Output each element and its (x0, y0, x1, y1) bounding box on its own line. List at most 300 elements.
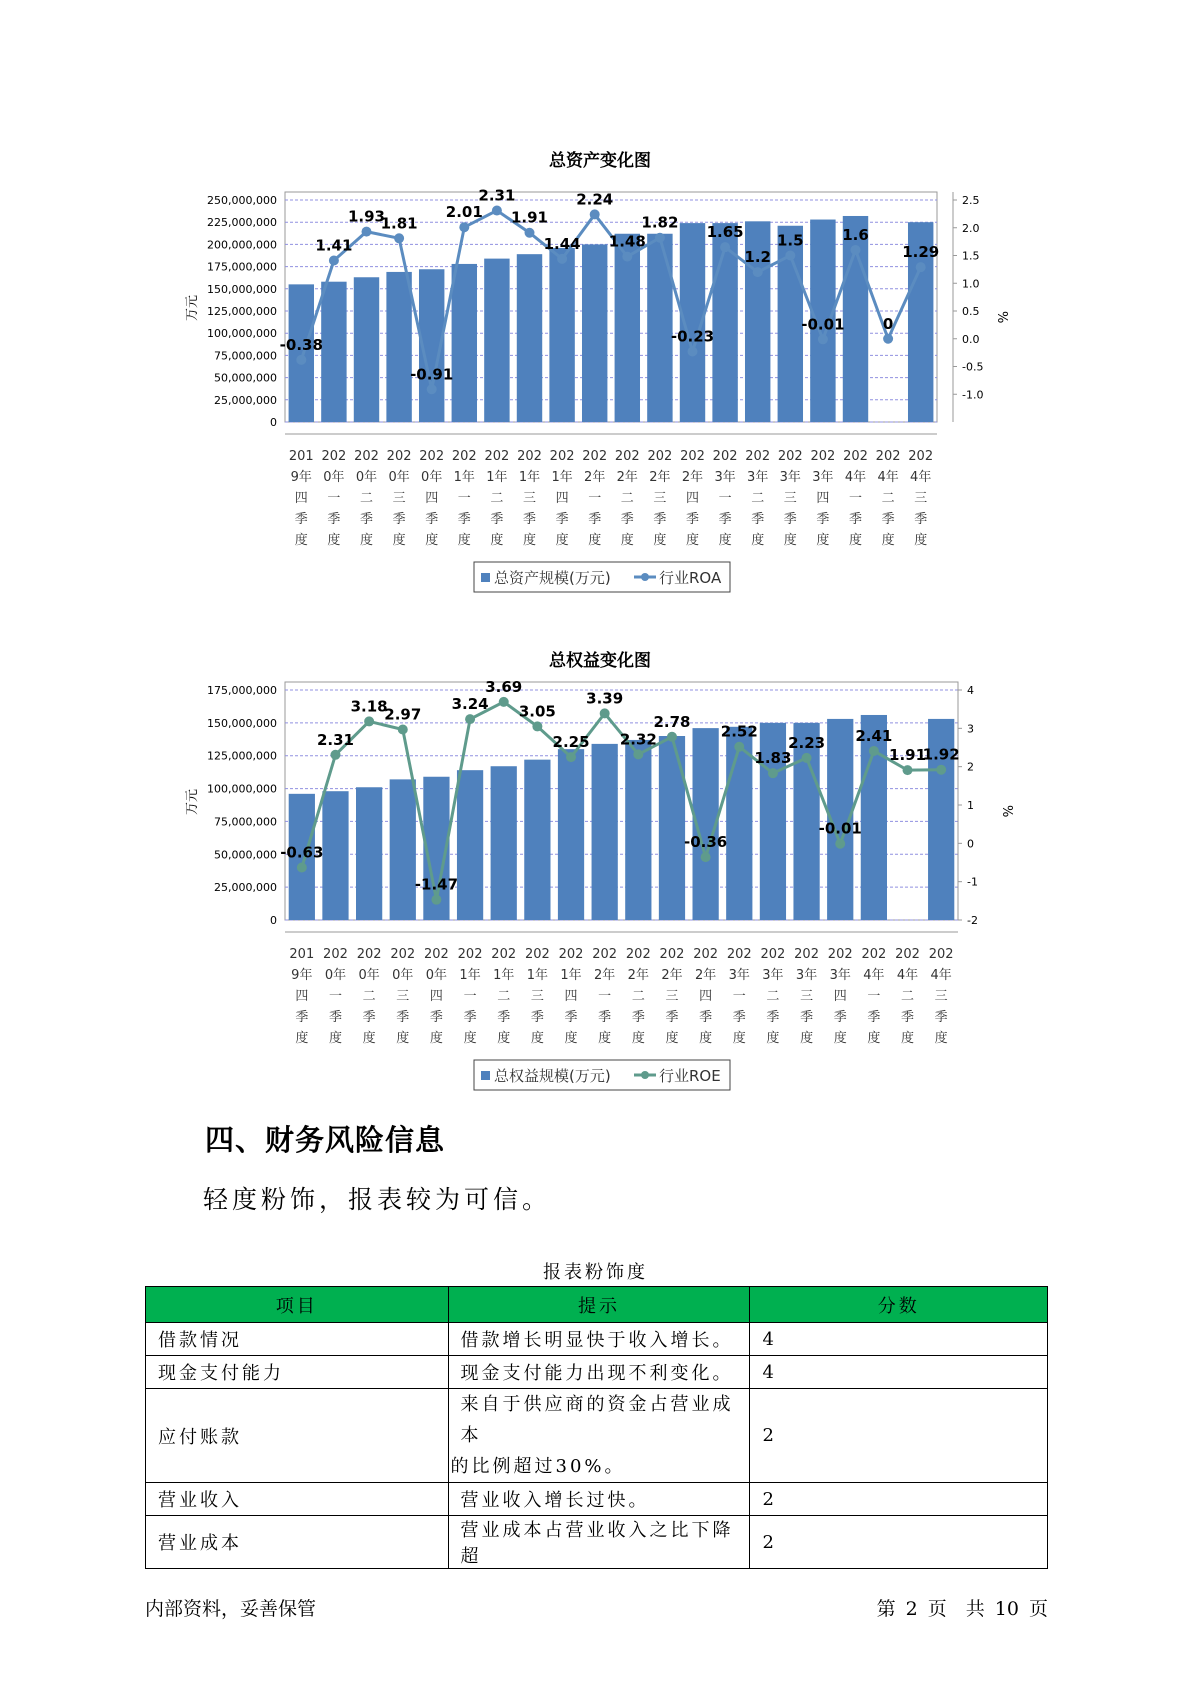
chart0-x-tick-label: 度 (848, 533, 863, 548)
chart1-line-point (398, 724, 408, 734)
chart1-x-tick-label: 季 (699, 1010, 713, 1025)
chart1-x-tick-label: 1年 (493, 968, 515, 983)
chart0-x-tick-label: 四 (816, 491, 830, 506)
chart0-bar (517, 254, 542, 422)
chart0-data-label: -0.23 (670, 327, 715, 346)
chart1-x-tick-label: 度 (362, 1031, 376, 1046)
row-score: 2 (750, 1483, 1048, 1516)
chart1-x-tick-label: 度 (732, 1031, 746, 1046)
chart1-x-tick-label: 季 (463, 1010, 477, 1025)
row-hint: 营业成本占营业收入之比下降超 (448, 1516, 750, 1569)
chart0-bar (321, 282, 346, 422)
chart0-line-point (427, 384, 437, 394)
row-hint: 借款增长明显快于收入增长。 (448, 1323, 750, 1356)
chart1-line-point (364, 716, 374, 726)
chart1-data-label: 2.31 (316, 730, 354, 749)
chart0-line-point (525, 228, 535, 238)
chart1-x-tick-label: 202 (491, 947, 517, 962)
chart0-y2-tick-label: 2.5 (962, 194, 980, 207)
chart1-line-point (936, 765, 946, 775)
chart1-x-tick-label: 季 (867, 1010, 881, 1025)
chart1-y-tick-label: 150,000,000 (207, 716, 277, 730)
chart1-legend-bar-swatch (481, 1071, 490, 1080)
chart1-bar (457, 770, 483, 920)
chart1-data-label: 2.41 (855, 726, 893, 745)
chart0-y-tick-label: 200,000,000 (207, 238, 277, 252)
chart0-x-tick-label: 202 (419, 449, 445, 464)
chart1-x-tick-label: 季 (564, 1010, 578, 1025)
chart1-x-tick-label: 2年 (627, 968, 649, 983)
chart1-data-label: 1.83 (754, 749, 792, 768)
chart0-data-label: 2.01 (445, 203, 483, 222)
chart1-x-tick-label: 四 (564, 989, 578, 1004)
chart0-y2-tick-label: 1.0 (962, 277, 980, 291)
chart1-data-label: 3.39 (586, 689, 624, 708)
chart1-y2-tick-label: 0 (967, 837, 974, 851)
chart0-x-tick-label: 3年 (812, 470, 834, 485)
chart0-x-tick-label: 三 (914, 491, 928, 506)
row-item: 应付账款 (146, 1389, 449, 1483)
chart0-x-tick-label: 一 (718, 491, 732, 506)
chart0-x-tick-label: 202 (321, 449, 347, 464)
chart1-x-tick-label: 3年 (829, 968, 851, 983)
chart0-x-tick-label: 度 (555, 533, 569, 548)
chart0-x-tick-label: 1年 (551, 470, 573, 485)
chart1-x-tick-label: 202 (558, 947, 584, 962)
chart1-x-tick-label: 2年 (594, 968, 616, 983)
chart1-x-tick-label: 度 (766, 1031, 780, 1046)
chart0-x-tick-label: 季 (392, 512, 406, 527)
chart0-line-point (557, 254, 567, 264)
chart1-line-point (701, 852, 711, 862)
chart0-data-label: -0.01 (801, 315, 845, 334)
chart1-line-point (768, 768, 778, 778)
chart0-x-tick-label: 2年 (584, 470, 606, 485)
chart0-data-label: -0.38 (279, 335, 323, 354)
chart0-x-tick-label: 202 (549, 449, 575, 464)
row-item: 营业收入 (146, 1483, 449, 1516)
chart0-x-tick-label: 202 (810, 449, 836, 464)
chart0-x-tick-label: 0年 (421, 470, 443, 485)
chart1-x-tick-label: 202 (625, 947, 651, 962)
chart1-data-label: 3.05 (518, 702, 556, 721)
chart1-data-label: 3.69 (485, 677, 523, 696)
chart0-x-tick-label: 四 (555, 491, 569, 506)
chart1-bar (659, 736, 685, 920)
chart1-line-point (600, 708, 610, 718)
chart0-data-label: 0 (882, 314, 894, 333)
chart1-line-point (532, 721, 542, 731)
chart1-line-point (297, 862, 307, 872)
chart0-y2-tick-label: -0.5 (962, 360, 984, 374)
chart1-bar (592, 744, 618, 920)
chart1-x-tick-label: 202 (592, 947, 618, 962)
chart1-x-tick-label: 度 (867, 1031, 881, 1046)
chart1-x-tick-label: 202 (693, 947, 719, 962)
chart1-x-tick-label: 一 (867, 989, 881, 1004)
chart1-line-point (465, 714, 475, 724)
chart0-x-tick-label: 二 (881, 491, 895, 506)
chart0-x-tick-label: 4年 (877, 470, 899, 485)
chart1-x-tick-label: 一 (328, 989, 342, 1004)
chart0-data-label: 1.93 (347, 207, 386, 226)
total-assets-chart-svg (0, 140, 1191, 600)
chart1-x-tick-label: 度 (598, 1031, 612, 1046)
chart0-data-label: 1.5 (777, 231, 804, 250)
table-row (146, 1516, 1048, 1569)
chart0-x-tick-label: 202 (777, 449, 803, 464)
chart1-x-tick-label: 二 (631, 989, 645, 1004)
chart0-data-label: 1.48 (608, 232, 646, 251)
chart0-x-tick-label: 202 (614, 449, 640, 464)
chart0-x-tick-label: 三 (392, 491, 406, 506)
chart1-x-tick-label: 季 (800, 1010, 814, 1025)
chart0-x-tick-label: 季 (620, 512, 634, 527)
chart1-y-axis-label: 万元 (185, 788, 200, 815)
chart1-x-tick-label: 3年 (795, 968, 818, 983)
chart1-x-tick-label: 三 (800, 989, 814, 1004)
chart1-x-tick-label: 三 (530, 989, 544, 1004)
chart1-x-tick-label: 季 (362, 1010, 376, 1025)
chart1-data-label: 2.32 (619, 730, 657, 749)
chart0-legend-line-label: 行业ROA (659, 569, 722, 587)
chart0-x-tick-label: 季 (294, 512, 308, 527)
chart1-x-tick-label: 一 (732, 989, 746, 1004)
chart1-x-tick-label: 202 (659, 947, 685, 962)
chart0-x-tick-label: 一 (457, 491, 471, 506)
chart0-bar (354, 277, 379, 422)
chart1-x-tick-label: 季 (732, 1010, 746, 1025)
chart1-title: 总权益变化图 (549, 651, 651, 671)
chart1-y-tick-label: 100,000,000 (207, 782, 277, 796)
table-row (146, 1389, 1048, 1483)
chart1-x-tick-label: 季 (429, 1010, 443, 1025)
chart0-x-tick-label: 0年 (388, 470, 410, 485)
chart0-x-tick-label: 度 (718, 533, 732, 548)
chart1-bar (524, 760, 550, 920)
chart1-x-tick-label: 4年 (930, 968, 952, 983)
chart1-x-tick-label: 202 (895, 947, 920, 962)
chart0-x-tick-label: 一 (848, 491, 863, 506)
chart1-line-point (431, 895, 441, 905)
chart0-data-label: 2.31 (478, 186, 516, 205)
chart0-x-tick-label: 季 (522, 512, 537, 527)
chart1-data-label: -0.36 (684, 833, 728, 852)
chart1-x-tick-label: 度 (699, 1031, 713, 1046)
chart1-data-label: -0.63 (280, 843, 324, 862)
chart1-x-tick-label: 202 (726, 947, 752, 962)
chart1-data-label: 2.78 (653, 712, 691, 731)
chart0-x-tick-label: 1年 (486, 470, 508, 485)
chart0-x-tick-label: 季 (718, 512, 732, 527)
chart0-legend-line-marker (641, 573, 649, 581)
chart1-data-label: 3.24 (451, 695, 489, 714)
chart0-data-label: -0.91 (410, 365, 454, 384)
chart0-legend-bar-label: 总资产规模(万元) (494, 569, 611, 587)
chart0-x-tick-label: 二 (490, 491, 504, 506)
chart0-x-tick-label: 202 (745, 449, 771, 464)
chart0-x-tick-label: 3年 (747, 470, 769, 485)
chart1-bar (861, 715, 887, 920)
chart1-y2-tick-label: -1 (967, 875, 978, 889)
risk-table (145, 1286, 1048, 1569)
chart0-line-point (655, 233, 665, 243)
chart0-y2-tick-label: -1.0 (962, 388, 984, 402)
chart1-y-tick-label: 0 (270, 914, 277, 927)
chart1-y2-tick-label: 2 (967, 760, 974, 774)
chart0-x-tick-label: 二 (359, 491, 374, 506)
chart1-x-tick-label: 度 (328, 1031, 342, 1046)
chart0-bar (615, 234, 640, 422)
chart1-line-point (330, 750, 340, 760)
chart0-x-tick-label: 1年 (518, 470, 541, 485)
chart0-x-tick-label: 度 (327, 533, 341, 548)
row-item: 现金支付能力 (146, 1356, 449, 1389)
chart0-line-point (818, 334, 828, 344)
chart0-x-tick-label: 三 (653, 491, 667, 506)
chart0-x-tick-label: 度 (522, 533, 537, 548)
chart1-x-tick-label: 季 (598, 1010, 612, 1025)
chart0-data-label: 1.41 (315, 236, 353, 255)
chart1-x-tick-label: 二 (901, 989, 915, 1004)
chart1-x-tick-label: 度 (530, 1031, 544, 1046)
chart0-x-tick-label: 度 (359, 533, 374, 548)
chart0-x-tick-label: 季 (848, 512, 863, 527)
chart1-bar (625, 740, 651, 920)
chart1-bar (390, 779, 416, 920)
chart0-x-tick-label: 季 (653, 512, 667, 527)
chart0-x-tick-label: 季 (490, 512, 504, 527)
chart0-bar (582, 244, 607, 422)
chart1-x-tick-label: 季 (530, 1010, 544, 1025)
chart0-y-tick-label: 125,000,000 (207, 305, 277, 318)
chart1-x-tick-label: 1年 (560, 968, 582, 983)
chart1-x-tick-label: 季 (934, 1010, 948, 1025)
chart0-y2-axis-label: % (994, 311, 1009, 324)
row-hint: 现金支付能力出现不利变化。 (448, 1356, 750, 1389)
footer-page-number: 第 2 页 共 10 页 (876, 1598, 1048, 1620)
chart0-x-tick-label: 季 (751, 512, 765, 527)
chart1-data-label: 2.25 (552, 733, 590, 752)
row-score: 4 (750, 1323, 1048, 1356)
table-row (146, 1323, 1048, 1356)
row-score: 4 (750, 1356, 1048, 1389)
chart1-bar (322, 791, 348, 920)
chart0-x-tick-label: 一 (327, 491, 341, 506)
chart0-data-label: 2.24 (576, 190, 614, 209)
chart0-x-tick-label: 度 (392, 533, 406, 548)
chart0-x-tick-label: 度 (294, 533, 308, 548)
chart0-x-tick-label: 度 (653, 533, 667, 548)
chart1-y-tick-label: 175,000,000 (207, 684, 277, 697)
table-header-row (146, 1287, 1048, 1323)
chart1-x-tick-label: 0年 (324, 968, 347, 983)
chart1-x-tick-label: 季 (665, 1010, 679, 1025)
row-item: 营业成本 (146, 1516, 449, 1569)
chart1-x-tick-label: 三 (934, 989, 948, 1004)
chart1-x-tick-label: 202 (760, 947, 786, 962)
chart1-data-label: 2.23 (788, 733, 826, 752)
total-assets-chart (0, 140, 1191, 600)
chart1-x-tick-label: 0年 (358, 968, 380, 983)
chart0-data-label: 1.2 (744, 248, 771, 267)
table-row (146, 1356, 1048, 1389)
chart1-x-tick-label: 202 (356, 947, 382, 962)
chart1-x-tick-label: 9年 (291, 968, 313, 983)
chart1-x-tick-label: 季 (766, 1010, 780, 1025)
chart0-line-point (362, 227, 372, 237)
chart1-bar (558, 749, 584, 920)
chart0-x-tick-label: 度 (751, 533, 765, 548)
chart0-x-tick-label: 0年 (323, 470, 345, 485)
chart1-x-tick-label: 202 (827, 947, 853, 962)
chart1-line-point (903, 765, 913, 775)
chart0-data-label: 1.44 (543, 234, 581, 253)
chart1-x-tick-label: 季 (901, 1010, 915, 1025)
chart0-x-tick-label: 2年 (681, 470, 704, 485)
chart0-x-tick-label: 度 (783, 533, 797, 548)
table-header-score: 分数 (750, 1287, 1048, 1323)
chart0-x-tick-label: 四 (294, 491, 308, 506)
chart0-y2-tick-label: 0.0 (962, 332, 980, 346)
chart0-x-tick-label: 季 (555, 512, 569, 527)
chart1-x-tick-label: 201 (289, 947, 315, 962)
chart0-x-tick-label: 度 (490, 533, 504, 548)
chart0-x-tick-label: 度 (816, 533, 830, 548)
chart0-x-tick-label: 季 (327, 512, 341, 527)
chart1-x-tick-label: 四 (833, 989, 847, 1004)
chart0-data-label: 1.6 (842, 225, 869, 244)
chart0-x-tick-label: 季 (685, 512, 700, 527)
chart0-x-tick-label: 季 (881, 512, 895, 527)
chart0-bar (452, 264, 477, 422)
chart0-data-label: 1.81 (380, 214, 418, 233)
chart0-line-point (394, 233, 404, 243)
chart0-x-tick-label: 1年 (453, 470, 475, 485)
chart1-line-point (633, 749, 643, 759)
chart0-x-tick-label: 202 (451, 449, 477, 464)
chart1-y-tick-label: 50,000,000 (214, 848, 277, 862)
chart1-line-point (667, 732, 677, 742)
chart1-x-tick-label: 0年 (425, 968, 448, 983)
chart1-x-tick-label: 二 (362, 989, 376, 1004)
row-hint-line: 的比例超过30%。 (450, 1456, 626, 1477)
chart0-y-tick-label: 100,000,000 (207, 327, 277, 341)
chart0-title: 总资产变化图 (549, 151, 651, 171)
chart0-y-tick-label: 50,000,000 (214, 371, 277, 385)
chart1-x-tick-label: 度 (429, 1031, 443, 1046)
chart0-x-tick-label: 0年 (355, 470, 378, 485)
chart1-x-tick-label: 202 (323, 947, 348, 962)
total-equity-chart (0, 640, 1191, 1100)
chart0-x-tick-label: 三 (783, 491, 797, 506)
chart1-line-point (835, 839, 845, 849)
chart0-x-tick-label: 3年 (714, 470, 736, 485)
chart1-x-tick-label: 二 (497, 989, 511, 1004)
row-item: 借款情况 (146, 1323, 449, 1356)
chart1-y2-tick-label: -2 (967, 914, 978, 927)
chart0-x-tick-label: 度 (685, 533, 700, 548)
chart1-data-label: 3.18 (350, 697, 388, 716)
chart0-x-tick-label: 202 (647, 449, 673, 464)
chart0-x-tick-label: 四 (685, 491, 700, 506)
chart0-x-tick-label: 202 (680, 449, 705, 464)
chart0-x-tick-label: 3年 (779, 470, 801, 485)
chart0-x-tick-label: 度 (588, 533, 602, 548)
chart0-data-label: 1.91 (510, 208, 549, 227)
chart1-x-tick-label: 1年 (459, 968, 481, 983)
chart1-x-tick-label: 度 (564, 1031, 578, 1046)
chart1-x-tick-label: 202 (928, 947, 954, 962)
chart1-data-label: 1.92 (922, 745, 960, 764)
chart0-x-tick-label: 202 (582, 449, 608, 464)
row-score: 2 (750, 1389, 1048, 1483)
chart0-bar (647, 234, 672, 422)
chart0-x-tick-label: 202 (354, 449, 379, 464)
chart1-x-tick-label: 度 (497, 1031, 511, 1046)
chart0-x-tick-label: 202 (386, 449, 412, 464)
chart0-data-label: 1.65 (706, 223, 744, 242)
chart1-x-tick-label: 度 (833, 1031, 847, 1046)
chart0-y-tick-label: 75,000,000 (214, 349, 277, 363)
table-header-item: 项目 (146, 1287, 449, 1323)
chart1-x-tick-label: 度 (631, 1031, 645, 1046)
section-summary: 轻度粉饰，报表较为可信。 (203, 1185, 552, 1214)
chart0-x-tick-label: 202 (843, 449, 868, 464)
chart0-line-point (492, 206, 502, 216)
chart1-x-tick-label: 202 (390, 947, 416, 962)
chart0-x-tick-label: 4年 (910, 470, 932, 485)
chart1-legend-line-marker (641, 1071, 649, 1079)
chart0-data-label: 1.82 (641, 213, 679, 232)
chart1-y-tick-label: 75,000,000 (214, 815, 277, 829)
chart0-line-point (688, 347, 698, 357)
chart1-x-tick-label: 四 (429, 989, 443, 1004)
table-caption: 报表粉饰度 (543, 1262, 648, 1283)
row-hint (448, 1389, 750, 1483)
chart1-x-tick-label: 3年 (728, 968, 750, 983)
table-header-hint: 提示 (448, 1287, 750, 1323)
chart0-line-point (720, 242, 730, 252)
chart0-x-tick-label: 202 (712, 449, 738, 464)
row-score: 2 (750, 1516, 1048, 1569)
chart0-x-tick-label: 4年 (844, 470, 867, 485)
chart1-x-tick-label: 度 (665, 1031, 679, 1046)
chart0-data-label: 1.29 (902, 243, 940, 262)
chart1-x-tick-label: 度 (934, 1031, 948, 1046)
chart1-bar (491, 766, 517, 920)
chart0-line-point (296, 355, 306, 365)
chart0-x-tick-label: 季 (914, 512, 928, 527)
chart1-line-point (869, 746, 879, 756)
chart0-line-point (622, 252, 632, 262)
chart0-x-tick-label: 2年 (649, 470, 671, 485)
chart0-line-point (851, 245, 861, 255)
table-row (146, 1483, 1048, 1516)
chart1-x-tick-label: 四 (699, 989, 713, 1004)
chart1-data-label: 2.52 (720, 722, 758, 741)
chart1-x-tick-label: 一 (463, 989, 477, 1004)
chart1-y-tick-label: 25,000,000 (214, 881, 277, 895)
chart1-x-tick-label: 3年 (762, 968, 784, 983)
chart0-x-tick-label: 202 (875, 449, 901, 464)
chart0-y-tick-label: 175,000,000 (207, 260, 277, 274)
chart1-x-tick-label: 202 (424, 947, 449, 962)
chart1-x-tick-label: 一 (598, 989, 612, 1004)
chart1-x-tick-label: 度 (396, 1031, 410, 1046)
chart1-y-tick-label: 125,000,000 (207, 749, 277, 763)
chart0-x-tick-label: 二 (620, 491, 634, 506)
